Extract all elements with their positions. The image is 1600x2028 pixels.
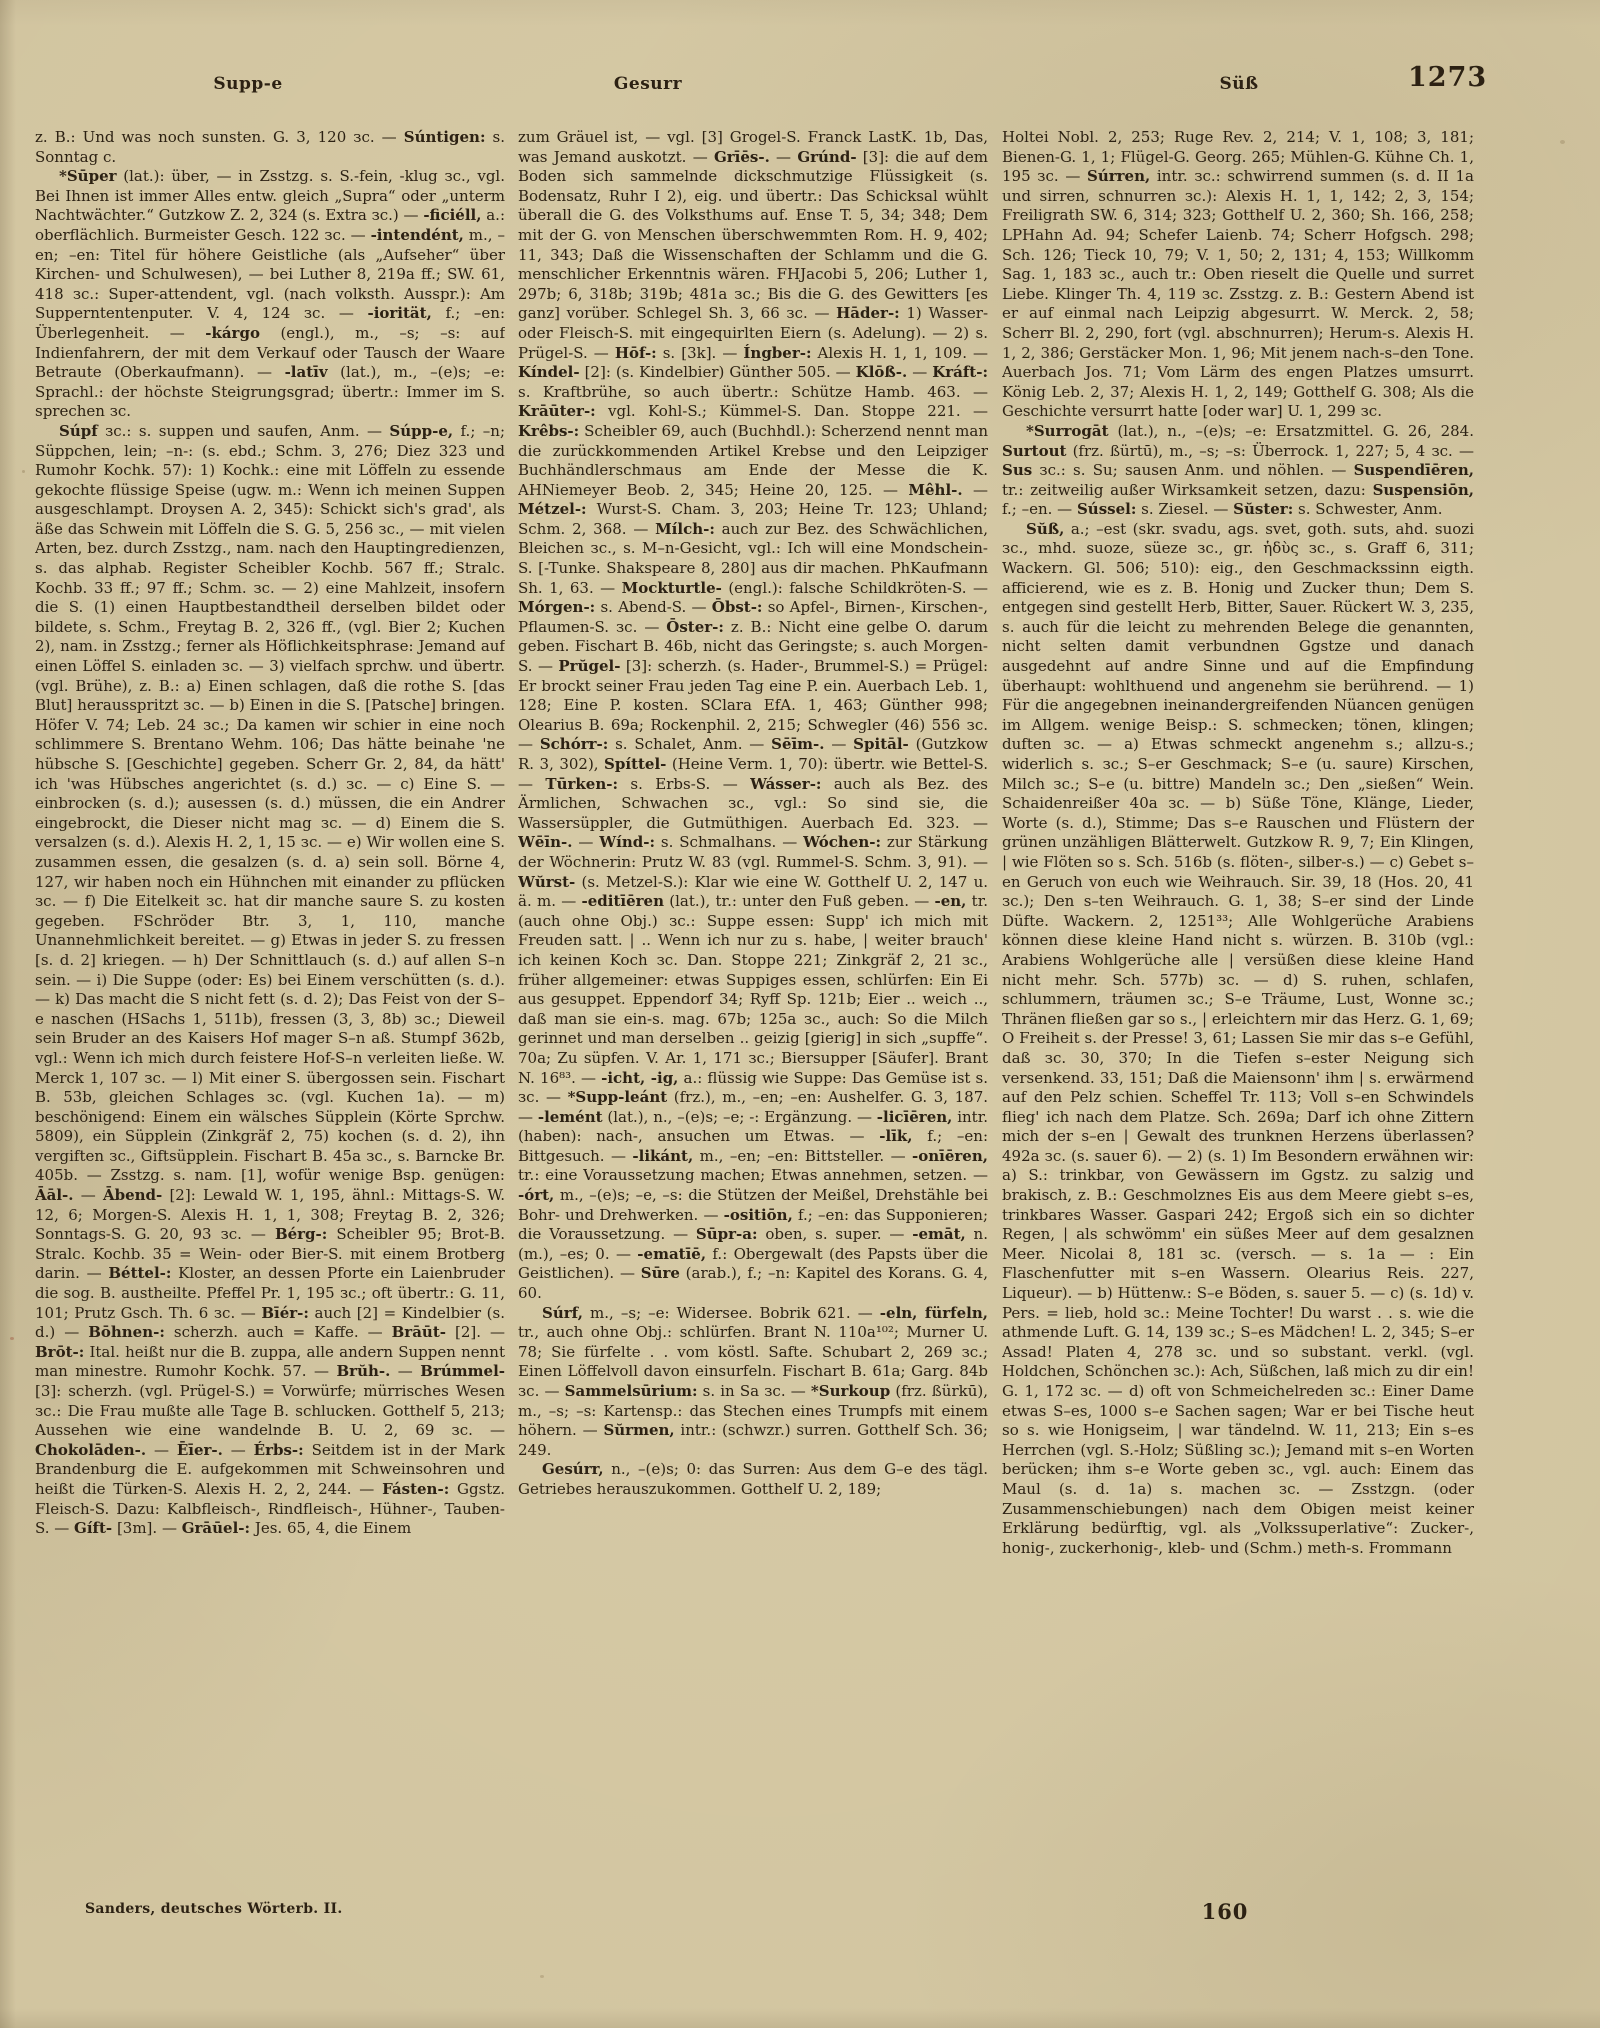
dictionary-paragraph: Gesúrr, n., –(e)s; 0: das Surren: Aus dem G–e des tägl. Getriebes herauszukommen. Gotthelf U. 2, 189; [518, 1460, 988, 1498]
dictionary-paragraph: zum Gräuel ist, — vgl. [3] Grogel-S. Franck LastK. 1b, Das, was Jemand auskotzt. — Grīēs-. — Grúnd- [3]: die auf dem Boden sich sammelnde dickschmutzige Flüssigkeit (s. Bodensatz, Ruhr I 2), eig. und übertr.: Das Schicksal wühlt überall die G. des Volksthums auf. Ense T. 5, 34; 348; Dem mit der G. von Menschen überschwemmten Rom. H. 9, 402; 11, 343; Daß die Wissenschaften der Schlamm und die G. menschlicher Erkenntnis wären. FHJacobi 5, 206; Luther 1, 297b; 6, 318b; 319b; 481a зc.; Bis die G. des Gewitters [es ganz] vorüber. Schlegel Sh. 3, 66 зc. — Hāder-: 1) Wasser- oder Fleisch-S. mit eingequirlten Eiern (s. Adelung). — 2) s. Prügel-S. — Hōf-: s. [3k]. — Íngber-: Alexis H. 1, 1, 109. — Kíndel- [2]: (s. Kindelbier) Günther 505. — Klōß-. — Kráft-: s. Kraftbrühe, so auch übertr.: Schütze Hamb. 463. — Krāūter-: vgl. Kohl-S.; Kümmel-S. Dan. Stoppe 221. — Krêbs-: Scheibler 69, auch (Buchhdl.): Scherzend nennt man die zurückkommenden Artikel Krebse und den Leipziger Buchhändlerschmaus am Ende der Messe die K. AHNiemeyer Beob. 2, 345; Heine 20, 125. — Mêhl-. — Métzel-: Wurst-S. Cham. 3, 203; Heine Tr. 123; Uhland; Schm. 2, 368. — Mílch-: auch zur Bez. des Schwächlichen, Bleichen зc., s. M–n-Gesicht, vgl.: Ich will eine Mondschein-S. [-Tunke. Shakspeare 8, 280] aus dir machen. PhKaufmann Sh. 1, 63. — Mockturtle- (engl.): falsche Schildkröten-S. — Mórgen-: s. Abend-S. — Ōbst-: so Apfel-, Birnen-, Kirschen-, Pflaumen-S. зc. — Ōster-: z. B.: Nicht eine gelbe O. darum geben. Fischart B. 46b, nicht das Geringste; s. auch Morgen-S. — Prŭgel- [3]: scherzh. (s. Hader-, Brummel-S.) = Prügel: Er brockt seiner Frau jeden Tag eine P. ein. Auerbach Leb. 1, 128; Eine P. kosten. SClara EfA. 1, 463; Günther 998; Olearius B. 69a; Rockenphil. 2, 215; Schwegler (46) 556 зc. — Schórr-: s. Schalet, Anm. — Sēīm-. — Spitāl- (Gutzkow R. 3, 302), Spíttel- (Heine Verm. 1, 70): übertr. wie Bettel-S. — Tūrken-: s. Erbs-S. — Wásser-: auch als Bez. des Ärmlichen, Schwachen зc., vgl.: So sind sie, die Wassersüppler, die Gutmüthigen. Auerbach Ed. 323. — Wēīn-. — Wínd-: s. Schmalhans. — Wóchen-: zur Stärkung der Wöchnerin: Prutz W. 83 (vgl. Rummel-S. Schm. 3, 91). — Wŭrst- (s. Metzel-S.): Klar wie eine W. Gotthelf U. 2, 147 u. ä. m. — -editīēren (lat.), tr.: unter den Fuß geben. — -en, tr. (auch ohne Obj.) зc.: Suppe essen: Supp' ich mich mit Freuden satt. | .. Wenn ich nur zu s. habe, | weiter brauch' ich keinen Koch зc. Dan. Stoppe 221; Zinkgräf 2, 21 зc., früher allgemeiner: etwas Suppiges essen, schlürfen: Ein Ei aus gesuppet. Eppendorf 34; Ryff Sp. 121b; Eier .. weich .., daß man sie ein-s. mag. 67b; 125a зc., auch: So die Milch gerinnet und man derselben .. geizig [gierig] in sich „supffe“. 70a; Zu süpfen. V. Ar. 1, 171 зc.; Biersupper [Säufer]. Brant N. 16⁸³. — -icht, -ig, a.: flüssig wie Suppe: Das Gemüse ist s. зc. — *Supp-leánt (frz.), m., –en; –en: Aushelfer. G. 3, 187. — -lemént (lat.), n., –(e)s; –e; -: Ergänzung. — -licīēren, intr. (haben): nach-, ansuchen um Etwas. — -līk, f.; –en: Bittgesuch. — -likánt, m., –en; –en: Bittsteller. — -onīēren, tr.: eine Voraussetzung machen; Etwas annehmen, setzen. — -órt, m., –(e)s; –e, –s: die Stützen der Meißel, Drehstähle bei Bohr- und Drehwerken. — -ositiōn, f.; –en: das Supponieren; die Voraussetzung. — Sūpr-a: oben, s. super. — -emāt, n. (m.), –es; 0. — -ematīē, f.: Obergewalt (des Papsts über die Geistlichen). — Sūre (arab.), f.; –n: Kapitel des Korans. G. 4, 60. [518, 128, 988, 1303]
dictionary-paragraph: *Sūper (lat.): über, — in Zsstzg. s. S.-fein, -klug зc., vgl. Bei Ihnen ist immer Alles entw. gleich „Supra“ oder „unterm Nachtwächter.“ Gutzkow Z. 2, 324 (s. Extra зc.) — -ficiéll, a.: oberflächlich. Burmeister Gesch. 122 зc. — -intendént, m., –en; –en: Titel für höhere Geistliche (als „Aufseher“ über Kirchen- und Schulwesen), — bei Luther 8, 219a ff.; SW. 61, 418 зc.: Super-attendent, vgl. (nach volksth. Ausspr.): Am Supperntentenputer. V. 4, 124 зc. — -iorität, f.; –en: Überlegenheit. — -kárgo (engl.), m., –s; –s: auf Indienfahrern, der mit dem Verkauf oder Tausch der Waare Betraute (Oberkaufmann). — -latīv (lat.), m., –(e)s; –e: Sprachl.: der höchste Steigrungsgrad; übertr.: Immer im S. sprechen зc. [35, 167, 505, 421]
running-head-center-keyword: Gesurr [613, 74, 683, 94]
dictionary-paragraph: z. B.: Und was noch sunsten. G. 3, 120 зc. — Súntigen: s. Sonntag c. [35, 128, 505, 166]
dictionary-paragraph: Súrf, m., –s; –e: Widersee. Bobrik 621. — -eln, fürfeln, tr., auch ohne Obj.: schlürfen. Brant N. 110a¹⁰²; Murner U. 78; Sie fürfelte . . vom köstl. Safte. Schubart 2, 269 зc.; Einen Löffelvoll davon einsurfeln. Fischart B. 61a; Garg. 84b зc. — Sammelsūrium: s. in Sa зc. — *Surkoup (frz. ßürkū), m., –s; –s: Kartensp.: das Stechen eines Trumpfs mit einem höhern. — Sŭrmen, intr.: (schwzr.) surren. Gotthelf Sch. 36; 249. [518, 1303, 988, 1459]
paper-speck [22, 470, 25, 473]
dictionary-paragraph: Sŭß, a.; –est (skr. svadu, ags. svet, goth. suts, ahd. suozi зc., mhd. suoze, süeze зc., gr. ἡδὺς зc., s. Graff 6, 311; Wackern. Gl. 506; 510): eig., den Geschmackssinn eigth. afficierend, wie es z. B. Honig und Zucker thun; Dem S. entgegen sind gestellt Herb, Bitter, Sauer. Rückert W. 3, 235, s. auch für die leicht zu mehrenden Belege die genannten, nicht selten damit verbundnen Ggstze und danach ausgedehnt auf andre Sinne und auf die Empfindung überhaupt: wohlthuend und angenehm sie berührend. — 1) Für die angegebnen ineinandergreifenden Nüancen genügen im Allgem. wenige Beisp.: S. schmecken; tönen, klingen; duften зc. — a) Etwas schmeckt angenehm s.; allzu-s.; widerlich s. зc.; S–er Geschmack; S–e (u. saure) Kirschen, Milch зc.; S–e (u. bittre) Mandeln зc.; Den „sießen“ Wein. Schaidenreißer 40a зc. — b) Süße Töne, Klänge, Lieder, Worte (s. d.), Stimme; Das s–e Rauschen und Flüstern der grünen unzähligen Blätterwelt. Gutzkow R. 9, 7; Ein Klingen, | wie Flöten so s. Sch. 516b (s. flöten-, silber-s.) — c) Gebet s–en Geruch von euch wie Weihrauch. Sir. 39, 18 (Hos. 20, 41 зc.); Den s–ten Weihrauch. G. 1, 38; S–er sind der Linde Düfte. Wackern. 2, 1251³³; Alle Wohlgerüche Arabiens können diese kleine Hand nicht s. würzen. B. 310b (vgl.: Arabiens Wohlgerüche alle | versüßen diese kleine Hand nicht mehr. Sch. 577b) зc. — d) S. ruhen, schlafen, schlummern, träumen зc.; S–e Träume, Lust, Wonne зc.; Thränen fließen gar so s., | erleichtern mir das Herz. G. 1, 69; O Freiheit s. der Presse! 3, 61; Lassen Sie mir das s–e Gefühl, daß зc. 30, 370; In die Tiefen s–ester Neigung sich versenkend. 33, 151; Daß die Maiensonn' ihm | s. erwärmend auf den Pelz schien. Scheffel Tr. 113; Voll s–en Schwindels flieg' ich nach dem Platze. Sch. 269a; Darf ich ohne Zittern mich der s–en | Gewalt des trunknen Herzens überlassen? 492a зc. (s. sauer 6). — 2) (s. 1) Im Besondern erwähnen wir: a) S.: trinkbar, von Gewässern im Ggstz. zu salzig und brakisch, z. B.: Geschmolznes Eis aus dem Meere giebt s–es, trinkbares Wasser. Gaspari 242; Ergoß sich ein so dichter Regen, | als schwömm' ein süßes Meer auf dem gesalznen Meer. Nicolai 8, 181 зc. (versch. — s. 1a — : Ein Flaschenfutter mit s–en Wassern. Olearius Reis. 227, Liqueur). — b) Hüttenw.: S–e Böden, s. sauer 5. — c) (s. 1d) v. Pers. = lieb, hold зc.: Meine Tochter! Du warst . . s. wie die athmende Luft. G. 14, 139 зc.; S–es Mädchen! L. 2, 345; S–er Assad! Platen 4, 278 зc. und so substant. verkl. (vgl. Holdchen, Schönchen зc.): Ach, Süßchen, laß mich zu dir ein! G. 1, 172 зc. — d) oft von Schmeichelreden зc.: Einer Dame etwas S–es, 1000 s–e Sachen sagen; War er bei Tische heut so s. wie Honigseim, | war tändelnd. W. 11, 213; Ein s–es Herrchen (vgl. S.-Holz; Süßling зc.); Jemand mit s–en Worten berücken; ihm s–e Worte geben зc., vgl. auch: Einem das Maul (s. d. 1a) s. machen зc. — Zsstzgn. (oder Zusammenschiebungen) nach dem Obigen meist keiner Erklärung bedürftig, vgl. als „Volkssuperlative“: Zucker-, honig-, zuckerhonig-, kleb- und (Schm.) meth-s. Frommann [1002, 519, 1474, 1557]
paper-speck [10, 1337, 14, 1340]
printer-signature: Sanders, deutsches Wörterb. II. [85, 1901, 343, 1917]
running-head-left-keyword: Supp-e [213, 74, 283, 94]
dictionary-paragraph: Holtei Nobl. 2, 253; Ruge Rev. 2, 214; V. 1, 108; 3, 181; Bienen-G. 1, 1; Flügel-G. Georg. 265; Mühlen-G. Kühne Ch. 1, 195 зc. — Súrren, intr. зc.: schwirrend summen (s. d. II 1a und sirren, schnurren зc.): Alexis H. 1, 1, 142; 2, 3, 154; Freiligrath SW. 6, 314; 323; Gotthelf U. 2, 360; Sh. 166, 258; LPHahn Ad. 94; Schefer Laienb. 74; Scherr Hofgsch. 298; Sch. 126; Tieck 10, 79; V. 1, 50; 2, 131; 4, 153; Willkomm Sag. 1, 183 зc., auch tr.: Oben rieselt die Quelle und surret Liebe. Klinger Th. 4, 119 зc. Zsstzg. z. B.: Gestern Abend ist er auf einmal nach Leipzig abgesurrt. W. Merck. 2, 58; Scherr Bl. 2, 290, fort (vgl. abschnurren); Herum-s. Alexis H. 1, 2, 386; Gerstäcker Mon. 1, 96; Mit jenem nach-s–den Tone. Auerbach Jos. 71; Vom Lärm des engen Platzes umsurrt. König Leb. 2, 37; Alexis H. 1, 2, 149; Gotthelf G. 308; Als die Geschichte versurrt hatte [oder war] U. 1, 299 зc. [1002, 128, 1474, 421]
paper-speck [1560, 140, 1565, 144]
dictionary-paragraph: Súpf зc.: s. suppen und saufen, Anm. — Súpp-e, f.; –n; Süppchen, lein; –n-: (s. ebd.; Schm. 3, 276; Diez 323 und Rumohr Kochk. 57): 1) Kochk.: eine mit Löffeln zu essende gekochte flüssige Speise (ugw. m.: Wenn ich meinen Suppen ausgeschlampt. Droysen A. 2, 345): Schickt sich's grad', als äße das Schwein mit Löffeln die S. G. 5, 256 зc., — mit vielen Arten, bez. durch Zsstzg., nam. nach den Hauptingredienzen, s. das alphab. Register Scheibler Kochb. 567 ff.; Stralс. Kochb. 33 ff.; 97 ff.; Schm. зc. — 2) eine Mahlzeit, insofern die S. (1) einen Hauptbestandtheil derselben bildet oder bildete, s. Schm., Freytag B. 2, 326 ff., (vgl. Bier 2; Kuchen 2), nam. in Zsstzg.; ferner als Höflichkeitsphrase: Jemand auf einen Löffel S. einladen зc. — 3) vielfach sprchw. und übertr. (vgl. Brühe), z. B.: a) Einen schlagen, daß die rothe S. [das Blut] herausspritzt зc. — b) Einen in die S. [Patsche] bringen. Höfer V. 74; Leb. 24 зc.; Da kamen wir schier in eine noch schlimmere S. Brentano Wehm. 106; Das hätte beinahe 'ne hübsche S. [Geschichte] gegeben. Scherr Gr. 2, 84, da hätt' ich 'was Hübsches angerichtet (s. d.) зc. — c) Eine S. — einbrocken (s. d.); ausessen (s. d.) müssen, die ein Andrer eingebrockt, die Dieser nicht mag зc. — d) Einem die S. versalzen (s. d.). Alexis H. 2, 1, 15 зc. — e) Wir wollen eine S. zusammen essen, die gesalzen (s. d. a) sein soll. Börne 4, 127, wir haben noch ein Hühnchen mit einander zu pflücken зc. — f) Die Eitelkeit зc. hat dir manche saure S. zu kosten gegeben. FSchröder Btr. 3, 1, 110, manche Unannehmlichkeit bereitet. — g) Etwas in jeder S. zu fressen [s. d. 2] kriegen. — h) Der Schnittlauch (s. d.) auf allen S–n sein. — i) Die Suppe (oder: Es) bei Einem verschütten (s. d.). — k) Das macht die S nicht fett (s. d. 2); Das Feist von der S–e naschen (HSachs 1, 511b), fressen (3, 3, 8b) зc.; Dieweil sein Bruder an des Kaisers Hof mager S–n aß. Stumpf 362b, vgl.: Wenn ich mich durch feistere Hof-S–n verleiten ließe. W. Merck 1, 107 зc. — l) Mit einer S. übergossen sein. Fischart B. 53b, gleichen Schlages зc. (vgl. Kuchen 1a). — m) beschönigend: Einem ein wälsches Süpplein (Körte Sprchw. 5809), ein Süpplein (Zinkgräf 2, 75) kochen (s. d. 2), ihn vergiften зc., Giftsüpplein. Fischart B. 45a зc., s. Barncke Br. 405b. — Zsstzg. s. nam. [1], wofür wenige Bsp. genügen: Āāl-. — Ābend- [2]: Lewald W. 1, 195, ähnl.: Mittags-S. W. 12, 6; Morgen-S. Alexis H. 1, 1, 308; Freytag B. 2, 326; Sonntags-S. G. 20, 93 зc. — Bérg-: Scheibler 95; Brot-B. Stralс. Kochb. 35 = Wein- oder Bier-S. mit einem Brotberg darin. — Béttel-: Kloster, an dessen Pforte ein Laienbruder die sog. B. austheilte. Pfeffel Pr. 1, 195 зc.; oft übertr.: G. 11, 101; Prutz Gsch. Th. 6 зc. — Bīér-: auch [2] = Kindelbier (s. d.) — Bōhnen-: scherzh. auch = Kaffe. — Brāūt- [2]. — Brōt-: Ital. heißt nur die B. zuppa, alle andern Suppen nennt man minestre. Rumohr Kochk. 57. — Brŭh-. — Brúmmel- [3]: scherzh. (vgl. Prügel-S.) = Vorwürfe; mürrisches Wesen зc.: Die Frau mußte alle Tage B. schlucken. Gotthelf 5, 213; Aussehen wie eine wandelnde B. U. 2, 69 зc. — Chokolāden-. — Ēīer-. — Érbs-: Seitdem ist in der Mark Brandenburg die E. aufgekommen mit Schweinsohren und heißt die Türken-S. Alexis H. 2, 2, 244. — Fásten-: Ggstz. Fleisch-S. Dazu: Kalbfleisch-, Rindfleisch-, Hühner-, Tauben-S. — Gíft- [3m]. — Grāūel-: Jes. 65, 4, die Einem [35, 421, 505, 1538]
running-head-right-keyword: Süß [1219, 74, 1259, 94]
text-column-right [1002, 128, 1474, 1896]
text-column-left [35, 128, 505, 1896]
sheet-number: 160 [1201, 1899, 1249, 1924]
paper-speck [540, 1975, 544, 1978]
text-column-middle [518, 128, 988, 1896]
page-number: 1273 [1408, 62, 1488, 93]
dictionary-paragraph: *Surrogāt (lat.), n., –(e)s; –e: Ersatzmittel. G. 26, 284. Surtout (frz. ßürtū), m., –s; –s: Überrock. 1, 227; 5, 4 зc. — Sus зc.: s. Su; sausen Anm. und nöhlen. — Suspendīēren, tr.: zeitweilig außer Wirksamkeit setzen, dazu: Suspensiōn, f.; –en. — Sússel: s. Ziesel. — Sŭster: s. Schwester, Anm. [1002, 421, 1474, 519]
